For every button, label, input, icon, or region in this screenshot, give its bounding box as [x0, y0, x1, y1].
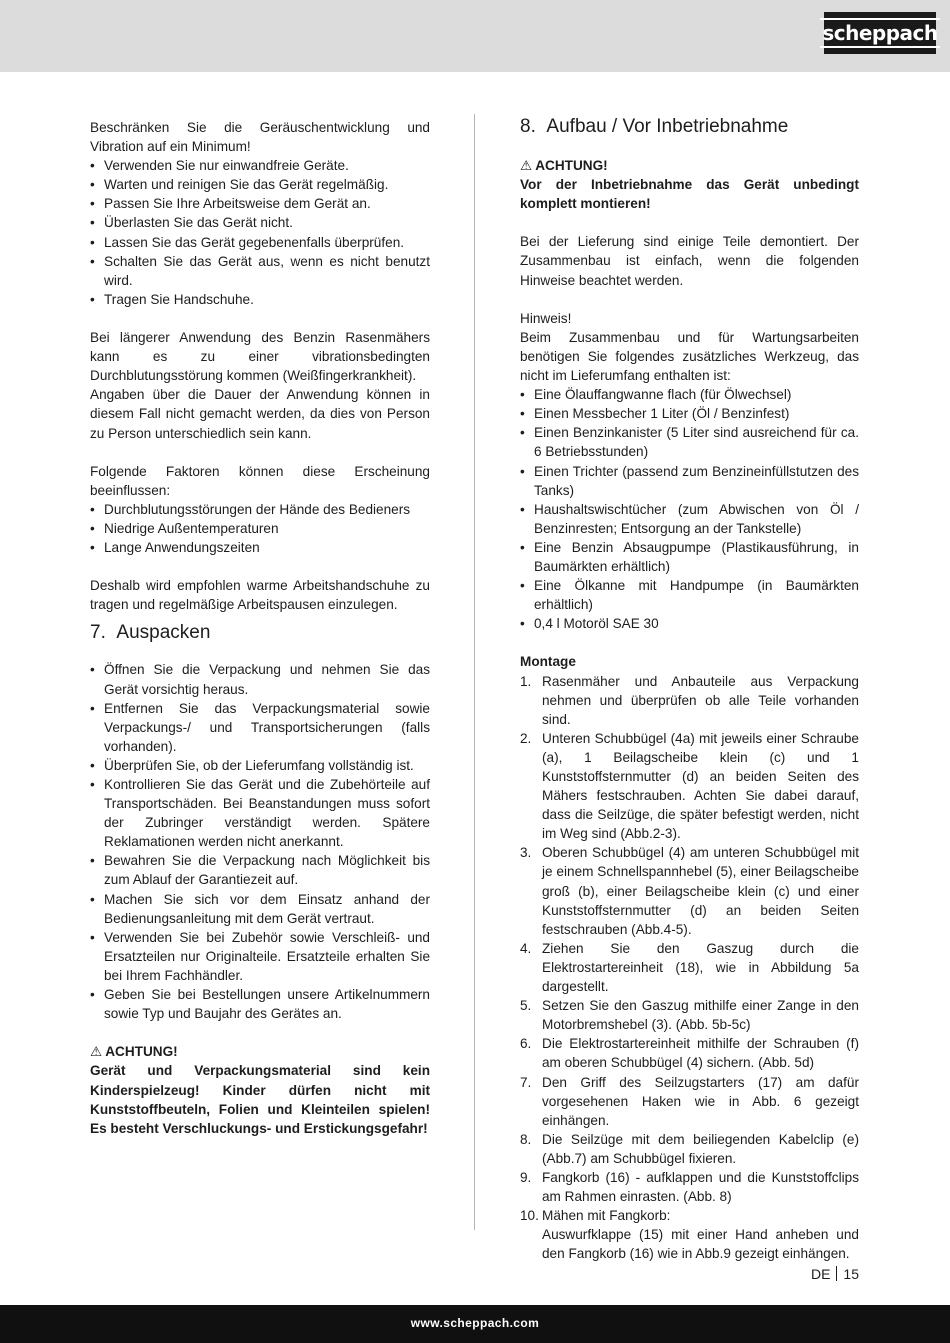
list-item: • Passen Sie Ihre Arbeitsweise dem Gerät an. [90, 196, 371, 212]
hint-text: Beim Zusammenbau und für Wartungsarbeiten benötigen Sie folgendes zusätzliches Werkzeug, das nicht im Lieferumfang enthalten ist: [520, 329, 859, 384]
unpacking-list [90, 660, 430, 1023]
footer-bar [0, 1305, 950, 1343]
list-item: • 0,4 l Motoröl SAE 30 [520, 616, 659, 632]
list-item: • Öffnen Sie die Verpackung und nehmen Sie das Gerät vorsichtig heraus. [90, 662, 430, 697]
list-item: 10. Mähen mit Fangkorb: Auswurfklappe (15) mit einer Hand anheben und den Fangkorb (16) wie in Abb.9 gezeigt einhängen. [520, 1208, 859, 1262]
list-item: • Eine Ölauffangwanne flach (für Ölwechsel) [520, 387, 792, 403]
column-divider [474, 114, 475, 1230]
list-item: • Eine Benzin Absaugpumpe (Plastikausführung, in Baumärkten erhältlich) [520, 539, 859, 574]
factors-list [90, 500, 430, 557]
list-item: • Warten und reinigen Sie das Gerät regelmäßig. [90, 177, 389, 193]
noise-tips-list [90, 156, 430, 309]
list-item: • Geben Sie bei Bestellungen unsere Artikelnummern sowie Typ und Baujahr des Gerätes an. [90, 987, 430, 1022]
warning-triangle-icon: ⚠ [520, 158, 533, 173]
list-item: • Überprüfen Sie, ob der Lieferumfang vollständig ist. [90, 757, 414, 773]
noise-intro: Beschränken Sie die Geräuschentwicklung und Vibration auf ein Minimum! [90, 120, 430, 155]
list-item: • Verwenden Sie nur einwandfreie Geräte. [90, 158, 349, 174]
right-column [520, 118, 859, 1263]
warning-title: ⚠ ACHTUNG! [90, 1042, 430, 1061]
warning-text: Gerät und Verpackungsmaterial sind kein Kinderspielzeug! Kinder dürfen nicht mit Kunststoffbeuteln, Folien und Kleinteilen spielen! Es besteht Verschluckungs- und Erstickungsgefahr! [90, 1063, 430, 1136]
warning-text: Vor der Inbetriebnahme das Gerät unbedingt komplett montieren! [520, 177, 859, 212]
list-item: 7. Den Griff des Seilzugstarters (17) am dafür vorgesehenen Haken wie in Abb. 6 gezeigt einhängen. [520, 1074, 859, 1128]
list-item: • Machen Sie sich vor dem Einsatz anhand der Bedienungsanleitung mit dem Gerät vertraut. [90, 891, 430, 926]
list-item: 5. Setzen Sie den Gaszug mithilfe einer Zange in den Motorbremshebel (3). (Abb. 5b-5c) [520, 998, 859, 1033]
tools-list [520, 385, 859, 633]
montage-heading: Montage [520, 654, 576, 670]
montage-steps-list [520, 672, 859, 1264]
recommendation: Deshalb wird empfohlen warme Arbeitshandschuhe zu tragen und regelmäßige Arbeitspausen einzulegen. [90, 578, 430, 613]
list-item: • Einen Messbecher 1 Liter (Öl / Benzinfest) [520, 406, 790, 422]
header-bar [0, 0, 950, 72]
left-column [90, 118, 430, 1138]
section-8-heading: 8. Aufbau / Vor Inbetriebnahme [520, 116, 789, 137]
list-item: • Schalten Sie das Gerät aus, wenn es nicht benutzt wird. [90, 253, 430, 288]
page-number [811, 1265, 859, 1283]
list-item: • Tragen Sie Handschuhe. [90, 291, 254, 307]
list-item: • Entfernen Sie das Verpackungsmaterial sowie Verpackungs-/ und Transportsicherungen (falls vorhanden). [90, 700, 430, 754]
vibration-paragraph-2: Angaben über die Dauer der Anwendung können in diesem Fall nicht gemacht werden, da dies von Person zu Person unterschiedlich sein kann. [90, 387, 430, 441]
list-item: • Einen Trichter (passend zum Benzineinfüllstutzen des Tanks) [520, 463, 859, 498]
language-code: DE [810, 1266, 831, 1282]
list-item: 8. Die Seilzüge mit dem beiliegenden Kabelclip (e) (Abb.7) am Schubbügel fixieren. [520, 1131, 859, 1166]
warning-triangle-icon: ⚠ [90, 1044, 103, 1060]
list-item: 2. Unteren Schubbügel (4a) mit jeweils einer Schraube (a), 1 Beilagscheibe klein (c) und 1 Kunststoffsternmutter (d) an beiden Seiten des Mähers festschrauben. Achten Sie dabei darauf, dass die Seilzüge, die später befestigt werden, nicht im Weg sind (Abb.2-3). [520, 730, 859, 842]
list-item: • Lassen Sie das Gerät gegebenenfalls überprüfen. [90, 234, 405, 250]
page-separator [836, 1266, 837, 1281]
delivery-paragraph: Bei der Lieferung sind einige Teile demontiert. Der Zusammenbau ist einfach, wenn die folgenden Hinweise beachtet werden. [520, 234, 859, 288]
warning-title: ⚠ ACHTUNG! [520, 156, 859, 175]
list-item: • Überlasten Sie das Gerät nicht. [90, 215, 293, 231]
list-item: 1. Rasenmäher und Anbauteile aus Verpackung nehmen und überprüfen ob alle Teile vorhanden sind. [520, 673, 859, 727]
section-7-heading: 7. Auspacken [90, 622, 211, 644]
list-item: • Durchblutungsstörungen der Hände des Bedieners [90, 501, 411, 517]
page-number-value: 15 [843, 1266, 859, 1282]
website-url: www.scheppach.com [410, 1316, 540, 1330]
list-item: • Bewahren Sie die Verpackung nach Möglichkeit bis zum Ablauf der Garantiezeit auf. [90, 853, 430, 888]
list-item: 4. Ziehen Sie den Gaszug durch die Elektrostartereinheit (18), wie in Abbildung 5a dargestellt. [520, 940, 859, 995]
list-item: • Eine Ölkanne mit Handpumpe (in Baumärkten erhältlich) [520, 578, 859, 613]
list-item: 6. Die Elektrostartereinheit mithilfe der Schrauben (f) am oberen Schubbügel (4) sichern. (Abb. 5d) [520, 1036, 859, 1071]
logo-text: scheppach [820, 18, 939, 48]
list-item: • Niedrige Außentemperaturen [90, 520, 279, 536]
list-item: • Kontrollieren Sie das Gerät und die Zubehörteile auf Transportschäden. Bei Beanstandungen muss sofort der Zubringer verständigt werden. Spätere Reklamationen werden nicht anerkannt. [90, 777, 430, 850]
scheppach-logo [824, 12, 936, 54]
factors-intro: Folgende Faktoren können diese Erscheinung beeinflussen: [90, 463, 430, 498]
list-item: • Einen Benzinkanister (5 Liter sind ausreichend für ca. 6 Betriebsstunden) [520, 425, 859, 460]
list-item: • Verwenden Sie bei Zubehör sowie Verschleiß- und Ersatzteilen nur Originalteile. Ersatzteile erhalten Sie bei Ihrem Fachhändler. [90, 929, 430, 983]
list-item: 3. Oberen Schubbügel (4) am unteren Schubbügel mit je einem Schnellspannhebel (5), einer Beilagscheibe groß (b), einer Beilagscheibe klein (c) und einer Kunststoffsternmutter (d) an beiden Seiten festschrauben (Abb.4-5). [520, 845, 859, 937]
list-item: 9. Fangkorb (16) - aufklappen und die Kunststoffclips am Rahmen einrasten. (Abb. 8) [520, 1169, 859, 1205]
list-item: • Lange Anwendungszeiten [90, 540, 260, 556]
hint-label: Hinweis! [520, 310, 572, 326]
list-item: • Haushaltswischtücher (zum Abwischen von Öl / Benzinresten; Entsorgung an der Tankstelle) [520, 501, 859, 536]
vibration-paragraph-1: Bei längerer Anwendung des Benzin Rasenmähers kann es zu einer vibrationsbedingten Durchblutungsstörung kommen (Weißfingerkrankheit). [90, 330, 430, 384]
